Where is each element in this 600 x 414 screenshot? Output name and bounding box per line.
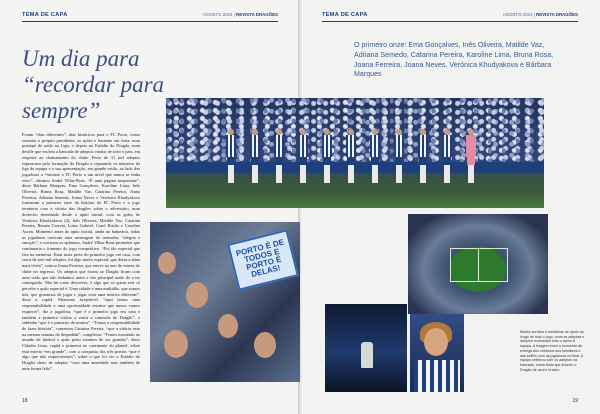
article-title: Um dia para “recordar para sempre” xyxy=(22,46,165,123)
player-face xyxy=(424,328,448,356)
player-shorts xyxy=(299,157,307,165)
player-figure xyxy=(298,129,308,197)
player-shirt xyxy=(226,135,236,157)
fan-face xyxy=(186,282,208,308)
selfie-photo xyxy=(410,314,464,392)
player-shorts xyxy=(443,157,451,165)
player-shorts xyxy=(395,157,403,165)
player-shorts xyxy=(227,157,235,165)
player-legs xyxy=(348,165,354,183)
page-number-left: 18 xyxy=(22,398,28,404)
issue-date: AGOSTO 2024 xyxy=(502,12,533,17)
article-body: Foram “dias diferentes”, dias históricos para o FC Porto, como resumiu o próprio presidente, as ações e bastante em festa, num pontapé de saída na Liga, e depois no Estádio do Dragão, num desfile que encheu a bancada de adeptos vindos de todo o país, em resposta ao chamamento do clube. Perto de 31 mil adeptos esperavam pela formação do Dragão e reparando os números da liga da equipa e a sua apresentação, em grande estilo, ao lado das jogadoras a “mostrar o FC Porto a um nível que nunca se tinha visto”, afirmou André Villas-Boas. “É uma página importante”, disse Bárbara Marques, Ema Gonçalves, Karoline Lima, Inês Oliveira, Bruna Rosa, Matilde Vaz, Catarina Pereira, Joana Ferreira, Adriana Semedo, Joana Neves e Verónica Khudyakova formaram o primeiro onze da história do FC Porto e o jogo terminou com a vitória das dragões sobre o adversário, num desfecho desenhado desde o apito inicial, com os golos de Verónica Khudyakova (2), Inês Oliveira, Matilde Vaz, Catarina Pereira, Renata Correia, Luísa Gabriel, Carol Brisão e Carolina Ascen. Momento antes do apito inicial, ainda no balneário, todas as jogadoras ouviram uma mensagem do treinador, “alegria e emoção”, e ouviram os aplausos, André Villas-Boas prometeu que continuaria o fomento do jogo competitivo. “Foi tão especial que fica na memória. Estar mais perto do primeiro jogo em casa, com cerca de sete mil adeptos, foi algo muito especial, que deixa a alma mais cheia”, contou Joana Ferreira, que esteve no ano de estreia do clube no regresso. Os adeptos que foram ao Dragão ficam com uma visão que não tínhamos antes e são principal razão de a ter conseguido. Não há como descrever, é algo que só quem está cá percebe o quão especial é. Uma cidade e uma multidão, que somos nós, que gostamos de jogar e jogar com uma mística diferente”, disse a capitã. Momento irrepetível, “aqui temos uma responsabilidade e uma oportunidade enorme que nunca vamos esquecer”, diz a jogadora, “que é o primeiro jogo em casa e também a primeira vitória a vestir a camisola do Dragão”, e sublinha “que é o primeiro de muitos”. “Temos a responsabilidade de fazer história”, comentou Catarina Pereira, “que a vitória veio na mesma semana da despedida”, completou. “Temos mostrado ao mundo de futebol o quão perto estamos de ser grandes”, disse Cláudia Lima, capitã e primeira no continente do plantel, sobre esta estreia “em grande”, com a conquista dos três pontos “que é algo que não esqueceremos”, sobre o que foi ver o Estádio do Dragão cheio de adeptos “com uma ansiedade mas também de uma forma feliz”. xyxy=(22,132,141,371)
player-legs xyxy=(228,165,234,183)
trophy xyxy=(361,342,373,368)
player-shorts xyxy=(251,157,259,165)
player-shorts xyxy=(275,157,283,165)
player-figure xyxy=(370,129,380,197)
player-shirt xyxy=(370,135,380,157)
player-shorts xyxy=(371,157,379,165)
ceremony-photo xyxy=(325,304,407,392)
player-figure xyxy=(442,129,452,197)
player-figure xyxy=(346,129,356,197)
player-shorts xyxy=(467,157,475,165)
fan-face xyxy=(254,332,276,358)
section-label: TEMA DE CAPA xyxy=(322,12,368,18)
fan-face xyxy=(158,252,176,274)
player-legs xyxy=(276,165,282,183)
lineup-intro: O primeiro onze: Ema Gonçalves, Inês Oliveira, Matilde Vaz, Adriana Semedo, Catarina Pereira, Karoline Lima, Bruna Rosa, Joana Ferreira, Joana Neves, Verónica Khudyakova e Bárbara Marques xyxy=(354,41,554,79)
player-legs xyxy=(372,165,378,183)
player-shorts xyxy=(323,157,331,165)
player-legs xyxy=(252,165,258,183)
player-shirt xyxy=(274,135,284,157)
fans-photo xyxy=(150,222,300,382)
photo-caption: Muitos sorrisos e bandeiras de apoio ao longo de todo o jogo, onde as adeptas e adeptos mostraram todo o apoio à equipa. A imagem inclui o momento da entrega dos símbolos aos familiares e das selfies com as jogadoras no final. A equipa celebrou com os adeptos na bancada, numa festa que encheu o Dragão de azul e branco. xyxy=(520,330,585,372)
player-figure xyxy=(418,129,428,197)
player-figure xyxy=(322,129,332,197)
player-shirt xyxy=(346,135,356,157)
page-number-right: 19 xyxy=(572,398,578,404)
goalkeeper-figure xyxy=(466,129,476,197)
player-legs xyxy=(396,165,402,183)
player-legs xyxy=(300,165,306,183)
right-header xyxy=(322,12,578,22)
player-shorts xyxy=(419,157,427,165)
stadium-aerial-photo xyxy=(408,214,548,314)
player-shirt xyxy=(394,135,404,157)
section-label: TEMA DE CAPA xyxy=(22,12,68,18)
player-figure xyxy=(394,129,404,197)
issue-date: AGOSTO 2024 xyxy=(202,12,233,17)
player-shirt xyxy=(298,135,308,157)
magazine-name: REVISTA DRAGÕES xyxy=(236,12,278,17)
player-legs xyxy=(324,165,330,183)
pitch-markings xyxy=(450,248,508,282)
player-shirt xyxy=(418,135,428,157)
player-figure xyxy=(274,129,284,197)
player-legs xyxy=(468,165,474,183)
player-shirt xyxy=(442,135,452,157)
left-header xyxy=(22,12,278,22)
header-rule xyxy=(322,21,578,22)
player-shirt xyxy=(414,360,460,392)
player-shirt xyxy=(250,135,260,157)
player-figure xyxy=(226,129,236,197)
issue-meta: AGOSTO 2024 | REVISTA DRAGÕES xyxy=(202,12,278,17)
header-rule xyxy=(22,21,278,22)
fan-face xyxy=(218,314,238,338)
magazine-name: REVISTA DRAGÕES xyxy=(536,12,578,17)
player-shorts xyxy=(347,157,355,165)
player-figure xyxy=(250,129,260,197)
fan-face xyxy=(164,330,188,358)
fan-sign xyxy=(227,229,299,291)
player-shirt xyxy=(322,135,332,157)
issue-meta: AGOSTO 2024 | REVISTA DRAGÕES xyxy=(502,12,578,17)
team-lineup-photo xyxy=(166,98,544,208)
player-shirt xyxy=(466,135,476,157)
fan-sign-text: PORTO É DE TODOS E PORTO É DELAS! xyxy=(235,237,285,280)
player-legs xyxy=(444,165,450,183)
player-legs xyxy=(420,165,426,183)
